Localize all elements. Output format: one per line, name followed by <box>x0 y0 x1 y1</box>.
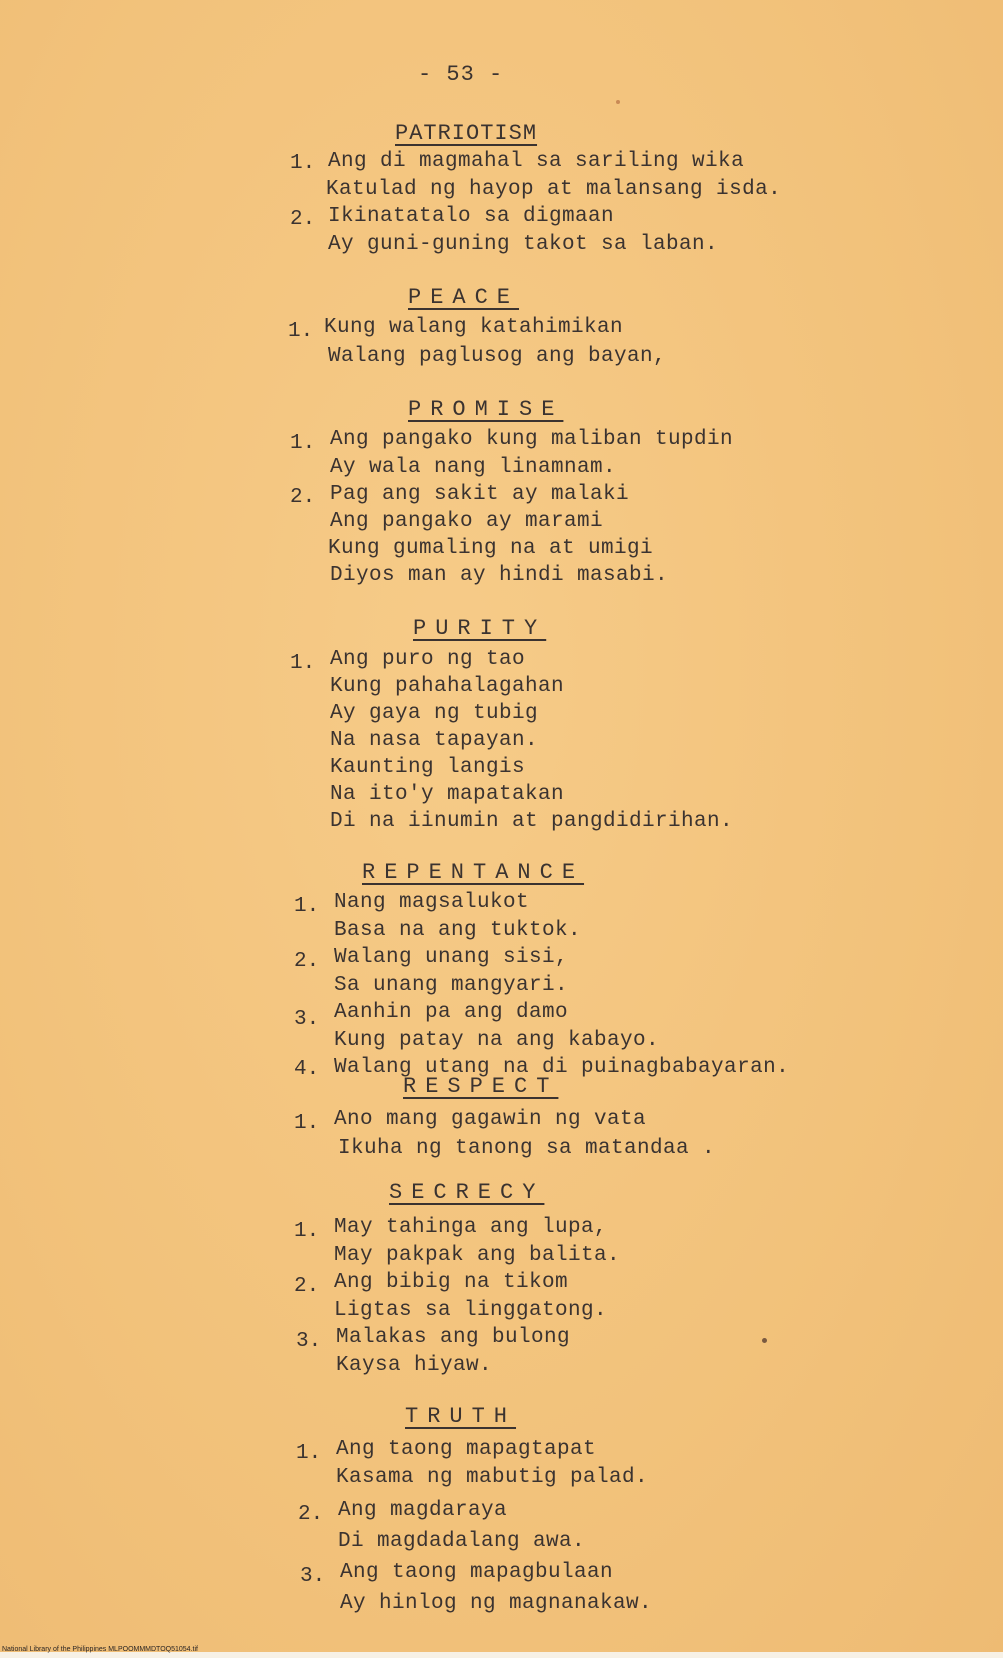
item-number: 2. <box>298 1503 324 1526</box>
item-number: 2. <box>290 486 316 509</box>
proverb-line: Nang magsalukot <box>334 891 530 914</box>
proverb-line: Ang taong mapagtapat <box>336 1438 597 1461</box>
proverb-line: Ano mang gagawin ng vata <box>334 1108 647 1131</box>
proverb-line: Kasama ng mabutig palad. <box>336 1466 649 1489</box>
heading-secrecy: SECRECY <box>389 1180 545 1205</box>
proverb-line: Ay hinlog ng magnanakaw. <box>340 1592 653 1615</box>
proverb-line: Ang di magmahal sa sariling wika <box>328 150 745 173</box>
item-number: 2. <box>294 1275 320 1298</box>
paper-stain <box>762 1338 767 1343</box>
proverb-line: Ang puro ng tao <box>330 648 526 671</box>
proverb-line: Di na iinumin at pangdidirihan. <box>330 810 734 833</box>
proverb-line: Ang pangako ay marami <box>330 510 604 533</box>
item-number: 2. <box>290 208 316 231</box>
proverb-line: Walang paglusog ang bayan, <box>328 345 667 368</box>
proverb-line: Na ito'y mapatakan <box>330 783 565 806</box>
item-number: 2. <box>294 950 320 973</box>
heading-repentance: REPENTANCE <box>362 860 585 885</box>
proverb-line: Di magdadalang awa. <box>338 1530 586 1553</box>
proverb-line: Ikuha ng tanong sa matandaa . <box>338 1137 716 1160</box>
item-number: 1. <box>290 432 316 455</box>
item-number: 1. <box>288 320 314 343</box>
heading-promise: PROMISE <box>408 397 564 422</box>
proverb-line: Kaunting langis <box>330 756 526 779</box>
proverb-line: Sa unang mangyari. <box>334 974 569 997</box>
proverb-line: Kung patay na ang kabayo. <box>334 1029 660 1052</box>
item-number: 1. <box>294 1112 320 1135</box>
proverb-line: Malakas ang bulong <box>336 1326 571 1349</box>
proverb-line: Ang taong mapagbulaan <box>340 1561 614 1584</box>
proverb-line: Ay wala nang linamnam. <box>330 456 617 479</box>
proverb-line: Katulad ng hayop at malansang isda. <box>326 178 782 201</box>
proverb-line: Walang unang sisi, <box>334 946 569 969</box>
proverb-line: Na nasa tapayan. <box>330 729 539 752</box>
proverb-line: Pag ang sakit ay malaki <box>330 483 630 506</box>
proverb-line: Kung walang katahimikan <box>324 316 624 339</box>
heading-purity: PURITY <box>413 616 547 641</box>
proverb-line: Diyos man ay hindi masabi. <box>330 564 669 587</box>
proverb-line: Kung pahahalagahan <box>330 675 565 698</box>
proverb-line: May tahinga ang lupa, <box>334 1216 608 1239</box>
item-number: 1. <box>296 1442 322 1465</box>
heading-patriotism: PATRIOTISM <box>395 121 538 146</box>
proverb-line: Ay gaya ng tubig <box>330 702 539 725</box>
proverb-line: Basa na ang tuktok. <box>334 919 582 942</box>
item-number: 1. <box>294 1220 320 1243</box>
paper-stain <box>616 100 620 104</box>
page-number: - 53 - <box>418 62 504 87</box>
item-number: 1. <box>290 152 316 175</box>
proverb-line: Ang bibig na tikom <box>334 1271 569 1294</box>
item-number: 1. <box>294 895 320 918</box>
item-number: 1. <box>290 652 316 675</box>
scan-footer: National Library of the Philippines MLPOOMMMDTOQ51054.tif <box>2 1646 198 1653</box>
item-number: 3. <box>294 1008 320 1031</box>
proverb-line: Kaysa hiyaw. <box>336 1354 493 1377</box>
proverb-line: Ang pangako kung maliban tupdin <box>330 428 734 451</box>
item-number: 3. <box>300 1565 326 1588</box>
proverb-line: May pakpak ang balita. <box>334 1244 621 1267</box>
proverb-line: Ang magdaraya <box>338 1499 508 1522</box>
item-number: 3. <box>296 1330 322 1353</box>
proverb-line: Ligtas sa linggatong. <box>334 1299 608 1322</box>
heading-respect: RESPECT <box>403 1074 559 1099</box>
proverb-line: Walang utang na di puinagbabayaran. <box>334 1056 790 1079</box>
proverb-line: Kung gumaling na at umigi <box>328 537 654 560</box>
proverb-line: Aanhin pa ang damo <box>334 1001 569 1024</box>
heading-truth: TRUTH <box>405 1404 517 1429</box>
proverb-line: Ay guni-guning takot sa laban. <box>328 233 719 256</box>
heading-peace: PEACE <box>408 285 520 310</box>
item-number: 4. <box>294 1058 320 1081</box>
proverb-line: Ikinatatalo sa digmaan <box>328 205 615 228</box>
